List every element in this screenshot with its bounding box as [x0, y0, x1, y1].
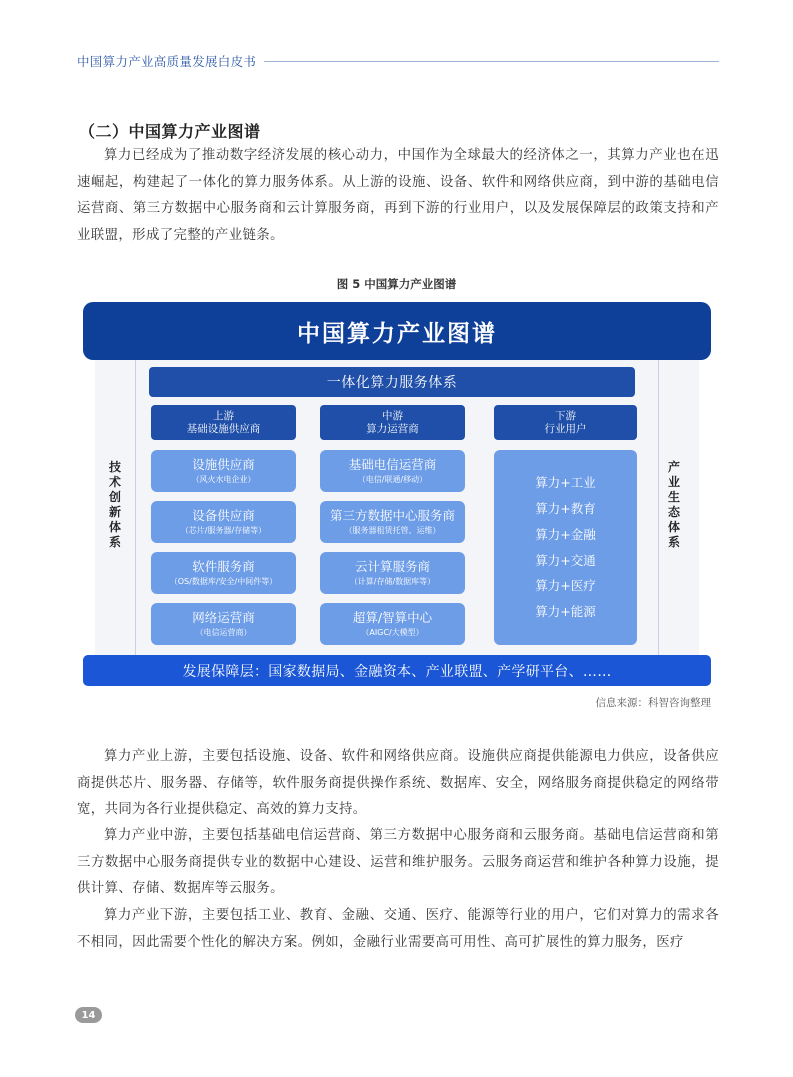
cell-name: 超算/智算中心 — [352, 610, 433, 625]
header-rule — [264, 61, 719, 62]
downstream-item: 算力+交通 — [535, 552, 596, 568]
cell-sub: （计算/存储/数据库等） — [349, 577, 436, 586]
midstream-supercomputing-center — [320, 603, 465, 645]
page-number: 14 — [75, 1007, 102, 1023]
cell-sub: （OS/数据库/安全/中间件等） — [169, 577, 278, 586]
industry-map-figure — [83, 302, 711, 686]
header-title: 中国算力产业高质量发展白皮书 — [77, 54, 257, 69]
downstream-users-box — [494, 450, 637, 645]
midstream-header — [320, 405, 465, 440]
midstream-idc-provider — [320, 501, 465, 543]
cell-sub: （风火水电企业） — [191, 475, 256, 484]
cell-name: 设施供应商 — [192, 457, 255, 472]
cell-sub: （电信运营商） — [195, 628, 252, 637]
cell-sub: （电信/联通/移动） — [357, 475, 428, 484]
integrated-service-bar: 一体化算力服务体系 — [149, 367, 635, 397]
upstream-header-sub: 基础设施供应商 — [186, 422, 261, 435]
downstream-item: 算力+能源 — [535, 603, 596, 619]
page-header — [77, 52, 719, 70]
industry-ecosystem-label: 产业生态体系 — [667, 460, 680, 549]
midstream-header-title: 中游 — [382, 409, 403, 422]
figure-caption: 图 5 中国算力产业图谱 — [336, 277, 457, 291]
downstream-header-title: 下游 — [555, 409, 576, 422]
downstream-item: 算力+医疗 — [535, 578, 596, 594]
upstream-header-title: 上游 — [213, 409, 234, 422]
midstream-paragraph: 算力产业中游，主要包括基础电信运营商、第三方数据中心服务商和云服务商。基础电信运营商和第三方数据中心服务商提供专业的数据中心建设、运营和维护服务。云服务商运营和维护各种算力设施，提供计算、存储、数据库等云服务。 — [77, 828, 719, 896]
cell-name: 网络运营商 — [192, 610, 255, 625]
cell-name: 基础电信运营商 — [348, 457, 437, 472]
downstream-header-sub: 行业用户 — [544, 422, 587, 435]
midstream-header-sub: 算力运营商 — [366, 422, 419, 435]
downstream-header — [494, 405, 637, 440]
midstream-telecom-operator — [320, 450, 465, 492]
figure-source: 信息来源：科智咨询整理 — [595, 697, 711, 709]
support-layer-bar: 发展保障层：国家数据局、金融资本、产业联盟、产学研平台、…… — [83, 655, 711, 686]
downstream-item: 算力+金融 — [535, 526, 596, 542]
upstream-software-provider — [151, 552, 296, 594]
right-divider — [658, 360, 659, 656]
upstream-network-operator — [151, 603, 296, 645]
downstream-item: 算力+工业 — [535, 475, 596, 491]
cell-name: 第三方数据中心服务商 — [329, 508, 455, 523]
cell-sub: （芯片/服务器/存储等） — [180, 526, 267, 535]
cell-sub: （服务器租赁托管、运维） — [344, 526, 441, 535]
cell-sub: （AIGC/大模型） — [361, 628, 424, 637]
cell-name: 云计算服务商 — [354, 559, 430, 574]
downstream-item: 算力+教育 — [535, 501, 596, 517]
upstream-equipment-supplier — [151, 501, 296, 543]
cell-name: 设备供应商 — [192, 508, 255, 523]
tech-innovation-label: 技术创新体系 — [108, 460, 121, 549]
upstream-header — [151, 405, 296, 440]
figure-title: 中国算力产业图谱 — [83, 302, 711, 360]
left-divider — [135, 360, 136, 656]
section-heading: （二）中国算力产业图谱 — [79, 122, 261, 141]
upstream-facility-supplier — [151, 450, 296, 492]
downstream-paragraph: 算力产业下游，主要包括工业、教育、金融、交通、医疗、能源等行业的用户，它们对算力的需求各不相同，因此需要个性化的解决方案。例如，金融行业需要高可用性、高可扩展性的算力服务，医疗 — [77, 908, 719, 950]
cell-name: 软件服务商 — [192, 559, 255, 574]
upstream-paragraph: 算力产业上游，主要包括设施、设备、软件和网络供应商。设施供应商提供能源电力供应，设备供应商提供芯片、服务器、存储等，软件服务商提供操作系统、数据库、安全，网络服务商提供稳定的网络带宽，共同为各行业提供稳定、高效的算力支持。 — [77, 749, 719, 817]
intro-paragraph: 算力已经成为了推动数字经济发展的核心动力，中国作为全球最大的经济体之一，其算力产业也在迅速崛起，构建起了一体化的算力服务体系。从上游的设施、设备、软件和网络供应商，到中游的基础电信运营商、第三方数据中心服务商和云计算服务商，再到下游的行业用户，以及发展保障层的政策支持和产业联盟，形成了完整的产业链条。 — [77, 148, 719, 243]
midstream-cloud-provider — [320, 552, 465, 594]
